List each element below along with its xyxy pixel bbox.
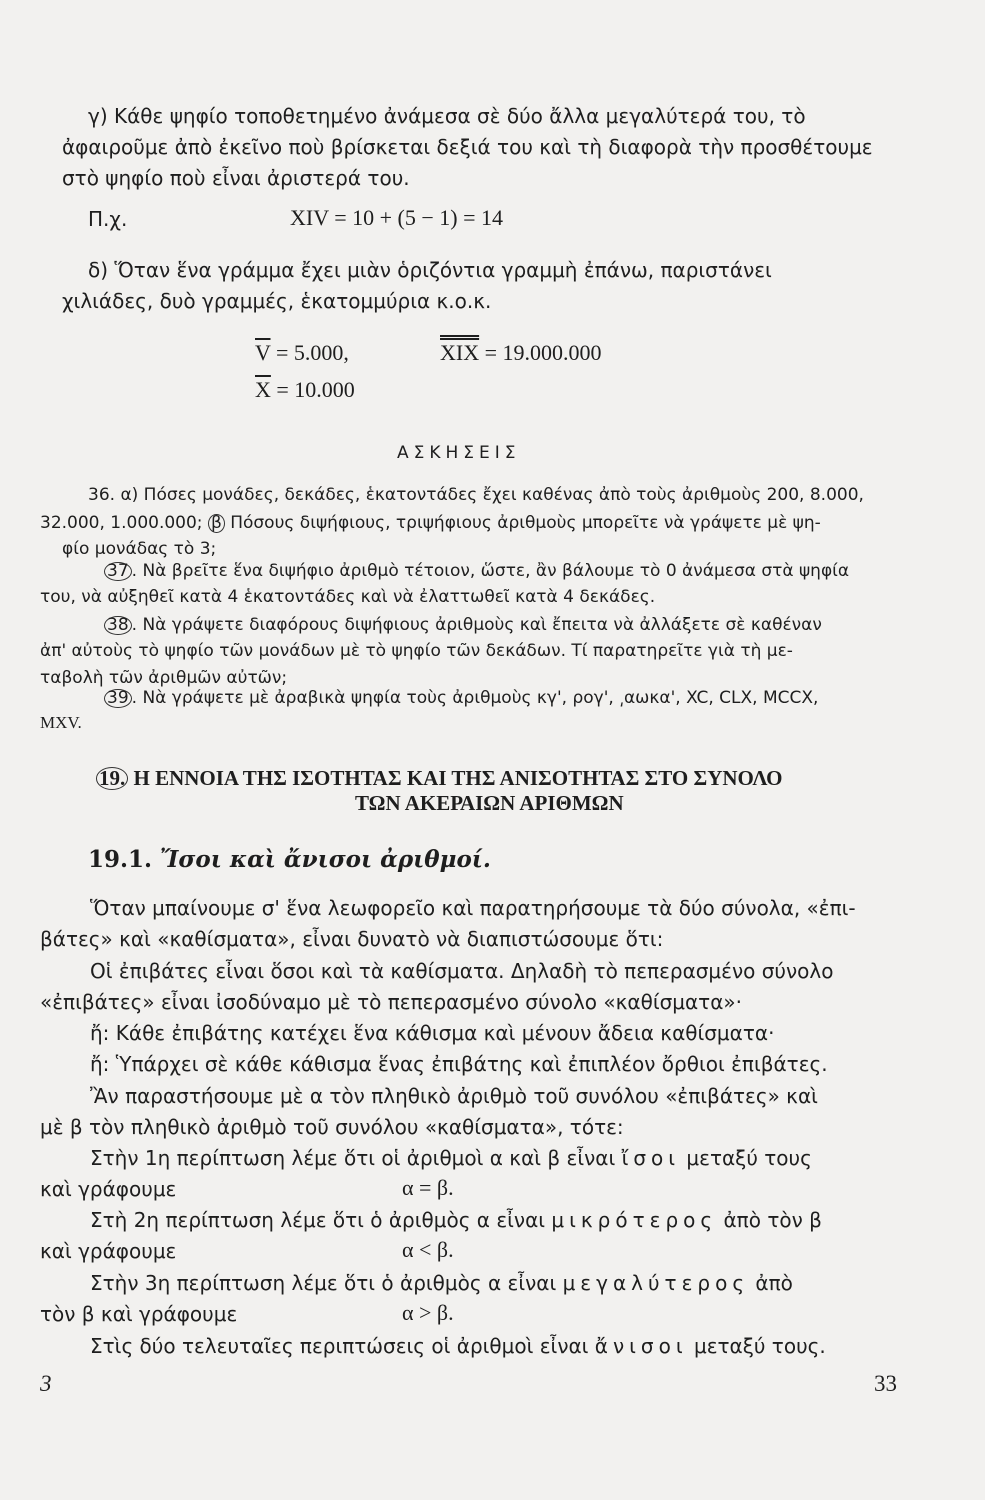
case1-text-end: μεταξύ τους (686, 1146, 812, 1170)
body-p2-line2: «ἐπιβάτες» εἶναι ἰσοδύναμο μὲ τὸ πεπερασμένο σύνολο «καθίσματα»· (40, 990, 742, 1014)
exercise-38-line2: ἀπ' αὐτοὺς τὸ ψηφίο τῶν μονάδων μὲ τὸ ψηφίο τῶν δεκάδων. Τί παρατηρεῖτε γιὰ τὴ με- (40, 641, 793, 661)
example-formula: XIV = 10 + (5 − 1) = 14 (290, 205, 503, 230)
section-number: 19. (96, 767, 128, 790)
case3-text-start: Στὴν 3η περίπτωση λέμε ὅτι ὁ ἀριθμὸς α εἶναι (90, 1271, 557, 1295)
case2-text-end: ἀπὸ τὸν β (723, 1208, 822, 1232)
exercise-38-line3: ταβολὴ τῶν ἀριθμῶν αὐτῶν; (40, 668, 288, 688)
exercise-39-text: Νὰ γράψετε μὲ ἀραβικὰ ψηφία τοὺς ἀριθμοὺς κγ', ρογ', ͵αωκα', XC, CLX, MCCX, (142, 688, 819, 708)
formula-xix-symbol: XIX (440, 340, 480, 365)
exercise-36-line2-start: 32.000, 1.000.000; (40, 513, 203, 533)
case3-text-end: ἀπὸ (755, 1271, 793, 1295)
formula-v-value: = 5.000, (270, 340, 349, 365)
case3-formula: α > β. (402, 1300, 454, 1325)
exercise-39-line1: 39 . Νὰ γράψετε μὲ ἀραβικὰ ψηφία τοὺς ἀριθμοὺς κγ', ρογ', ͵αωκα', XC, CLX, MCCX, (104, 689, 818, 708)
formula-x (255, 379, 355, 401)
example-label: Π.χ. (88, 207, 128, 231)
case1-formula: α = β. (402, 1175, 454, 1200)
conclusion-text-end: μεταξύ τους. (693, 1334, 826, 1358)
formula-v-symbol: $\overline{V}$ (255, 340, 271, 365)
exercise-39-line2: MXV. (40, 713, 82, 732)
exercise-37-line1: 37 . Νὰ βρεῖτε ἕνα διψήφιο ἀριθμὸ τέτοιον, ὥστε, ἂν βάλουμε τὸ 0 ἀνάμεσα στὰ ψηφία (104, 562, 849, 581)
subsection-number: 19.1. (88, 846, 153, 873)
formula-x-value: = 10.000 (270, 377, 355, 402)
rule-c-line2: ἀφαιροῦμε ἀπὸ ἐκεῖνο ποὺ βρίσκεται δεξιά του καὶ τὴ διαφορὰ τὴν προσθέτουμε (62, 135, 873, 159)
formula-v (255, 342, 349, 364)
body-p3: ἤ: Κάθε ἐπιβάτης κατέχει ἕνα κάθισμα καὶ μένουν ἄδεια καθίσματα· (90, 1021, 775, 1045)
page-number: 33 (874, 1371, 897, 1396)
exercise-36-beta-marker: β (208, 514, 225, 533)
exercise-38-number: 38 (104, 616, 132, 635)
case1-text-start: Στὴν 1η περίπτωση λέμε ὅτι οἱ ἀριθμοὶ α καὶ β εἶναι (90, 1146, 616, 1170)
case2-text-start: Στὴ 2η περίπτωση λέμε ὅτι ὁ ἀριθμὸς α εἶναι (90, 1208, 546, 1232)
exercise-37-line2: του, νὰ αὐξηθεῖ κατὰ 4 ἑκατοντάδες καὶ νὰ ἐλαττωθεῖ κατὰ 4 δεκάδες. (40, 587, 656, 607)
body-p1-line1: Ὅταν μπαίνουμε σ' ἕνα λεωφορεῖο καὶ παρατηρήσουμε τὰ δύο σύνολα, «ἐπι- (90, 896, 856, 920)
formula-xix-value: = 19.000.000 (479, 340, 602, 365)
section-title-line2: ΤΩΝ ΑΚΕΡΑΙΩΝ ΑΡΙΘΜΩΝ (355, 791, 624, 815)
body-p4: ἤ: Ὑπάρχει σὲ κάθε κάθισμα ἕνας ἐπιβάτης καὶ ἐπιπλέον ὄρθιοι ἐπιβάτες. (90, 1052, 828, 1076)
formula-xix (440, 342, 602, 364)
case2-emphasis: μικρότερος (551, 1208, 718, 1232)
exercise-39-number: 39 (104, 689, 132, 708)
conclusion-line (90, 1336, 826, 1356)
case3-line2: τὸν β καὶ γράφουμε (40, 1302, 238, 1326)
exercise-36-line2 (40, 514, 821, 533)
exercise-37-text: Νὰ βρεῖτε ἕνα διψήφιο ἀριθμὸ τέτοιον, ὥστε, ἂν βάλουμε τὸ 0 ἀνάμεσα στὰ ψηφία (142, 561, 850, 581)
exercise-36-line2-end: Πόσους διψήφιους, τριψήφιους ἀριθμοὺς μπορεῖτε νὰ γράψετε μὲ ψη- (230, 513, 821, 533)
case2-line1 (90, 1210, 822, 1230)
exercise-37-number: 37 (104, 562, 132, 581)
exercises-heading: ΑΣΚΗΣΕΙΣ (397, 443, 521, 463)
section-title-text: Η ΕΝΝΟΙΑ ΤΗΣ ΙΣΟΤΗΤΑΣ ΚΑΙ ΤΗΣ ΑΝΙΣΟΤΗΤΑΣ ΣΤΟ ΣΥΝΟΛΟ (133, 766, 783, 790)
section-title-line1 (96, 767, 783, 790)
exercise-38-line1: 38 . Νὰ γράψετε διαφόρους διψήφιους ἀριθμοὺς καὶ ἔπειτα νὰ ἀλλάξετε σὲ καθέναν (104, 616, 822, 635)
case3-emphasis: μεγαλύτερος (562, 1271, 750, 1295)
exercise-38-text: Νὰ γράψετε διαφόρους διψήφιους ἀριθμοὺς καὶ ἔπειτα νὰ ἀλλάξετε σὲ καθέναν (142, 615, 822, 635)
case1-line2: καὶ γράφουμε (40, 1177, 177, 1201)
case2-line2: καὶ γράφουμε (40, 1239, 177, 1263)
body-p5-line1: Ἂν παραστήσουμε μὲ α τὸν πληθικὸ ἀριθμὸ τοῦ συνόλου «ἐπιβάτες» καὶ (90, 1084, 818, 1108)
formula-x-symbol: $\overline{X}$ (255, 377, 271, 402)
signature-mark: 3 (40, 1371, 52, 1396)
exercise-36-line1: 36. α) Πόσες μονάδες, δεκάδες, ἑκατοντάδες ἔχει καθένας ἀπὸ τοὺς ἀριθμοὺς 200, 8.000, (88, 485, 864, 505)
conclusion-text-start: Στὶς δύο τελευταῖες περιπτώσεις οἱ ἀριθμοὶ εἶναι (90, 1334, 589, 1358)
rule-d-line2: χιλιάδες, δυὸ γραμμές, ἑκατομμύρια κ.ο.κ. (62, 289, 492, 313)
rule-c-line1: γ) Κάθε ψηφίο τοποθετημένο ἀνάμεσα σὲ δύο ἄλλα μεγαλύτερά του, τὸ (88, 104, 806, 128)
case1-emphasis: ἴσοι (621, 1146, 681, 1170)
rule-d-line1: δ) Ὅταν ἕνα γράμμα ἔχει μιὰν ὁριζόντια γραμμὴ ἐπάνω, παριστάνει (88, 258, 772, 282)
conclusion-emphasis: ἄνισοι (594, 1334, 688, 1358)
body-p2-line1: Οἱ ἐπιβάτες εἶναι ὅσοι καὶ τὰ καθίσματα. Δηλαδὴ τὸ πεπερασμένο σύνολο (90, 959, 834, 983)
case1-line1 (90, 1148, 812, 1168)
case3-line1 (90, 1273, 793, 1293)
body-p5-line2: μὲ β τὸν πληθικὸ ἀριθμὸ τοῦ συνόλου «καθίσματα», τότε: (40, 1115, 624, 1139)
body-p1-line2: βάτες» καὶ «καθίσματα», εἶναι δυνατὸ νὰ διαπιστώσουμε ὅτι: (40, 927, 664, 951)
case2-formula: α < β. (402, 1237, 454, 1262)
rule-c-line3: στὸ ψηφίο ποὺ εἶναι ἀριστερά του. (62, 166, 410, 190)
subsection-title-text: Ἴσοι καὶ ἄνισοι ἀριθμοί. (160, 846, 491, 873)
exercise-36-line3: φίο μονάδας τὸ 3; (62, 539, 217, 559)
subsection-title (88, 848, 491, 871)
